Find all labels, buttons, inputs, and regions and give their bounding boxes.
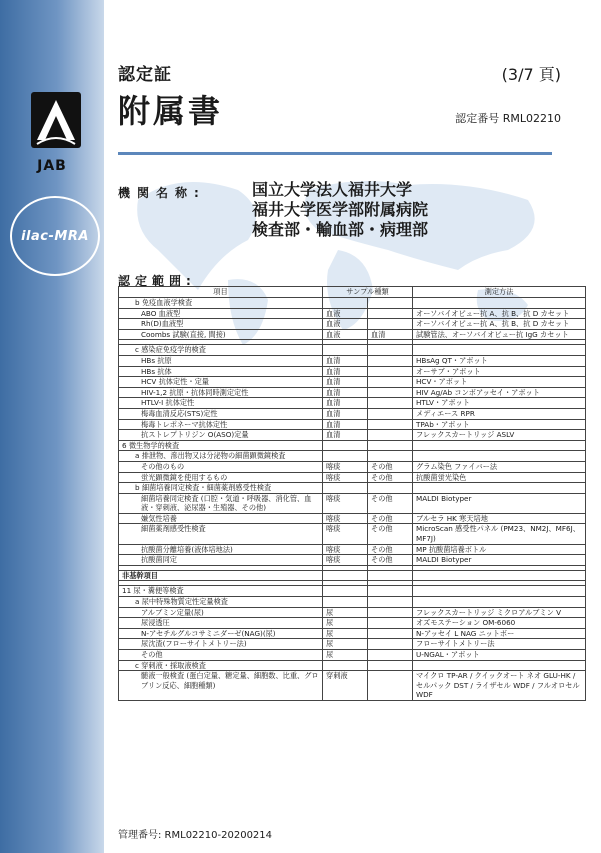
table-row xyxy=(119,555,586,566)
sample-type-cell: 喀痰 xyxy=(323,461,368,472)
method-cell: MALDI Biotyper xyxy=(413,555,586,566)
ilac-mra-logo xyxy=(10,196,100,276)
sample-type-secondary-cell xyxy=(368,430,413,441)
item-cell: 抗ストレプトリジン O(ASO)定量 xyxy=(119,430,323,441)
sample-type-cell: 尿 xyxy=(323,639,368,650)
table-row xyxy=(119,461,586,472)
method-cell: フレックスカートリッジ ASLV xyxy=(413,430,586,441)
sample-type-secondary-cell xyxy=(368,671,413,701)
table-row xyxy=(119,329,586,340)
sample-type-cell xyxy=(323,440,368,451)
sample-type-secondary-cell xyxy=(368,366,413,377)
sample-type-secondary-cell: 血清 xyxy=(368,329,413,340)
sample-type-secondary-cell: その他 xyxy=(368,472,413,483)
sample-type-cell: 尿 xyxy=(323,618,368,629)
sample-type-secondary-cell xyxy=(368,440,413,451)
method-cell: MALDI Biotyper xyxy=(413,493,586,513)
sample-type-secondary-cell xyxy=(368,298,413,309)
table-row xyxy=(119,398,586,409)
sample-type-secondary-cell xyxy=(368,618,413,629)
method-cell: マイクロ TP-AR / クイックオート ネオ GLU-HK / セルパック DST / ライザセル WDF / フルオロセル WDF xyxy=(413,671,586,701)
table-row xyxy=(119,377,586,388)
sample-type-cell: 尿 xyxy=(323,650,368,661)
item-cell: 梅毒血清反応(STS)定性 xyxy=(119,408,323,419)
item-cell: b 細菌培養同定検査・細菌薬剤感受性検査 xyxy=(119,483,323,494)
sample-type-cell xyxy=(323,298,368,309)
item-cell: ABO 血液型 xyxy=(119,308,323,319)
method-cell: グラム染色 ファイバー法 xyxy=(413,461,586,472)
method-cell xyxy=(413,345,586,356)
certificate-label: 認定証 xyxy=(118,65,172,85)
item-cell: 細菌培養同定検査 (口腔・気道・呼吸器、消化管、血液・穿刺液、泌尿器・生殖器、その他) xyxy=(119,493,323,513)
table-row xyxy=(119,660,586,671)
method-cell xyxy=(413,660,586,671)
sample-type-cell: 穿刺液 xyxy=(323,671,368,701)
sample-type-cell: 喀痰 xyxy=(323,513,368,524)
method-cell: HBsAg QT・アボット xyxy=(413,355,586,366)
item-cell: 梅毒トレポネーマ抗体定性 xyxy=(119,419,323,430)
sample-type-cell: 血液 xyxy=(323,329,368,340)
sample-type-secondary-cell xyxy=(368,660,413,671)
method-cell: N-アッセイ L NAG ニットボー xyxy=(413,628,586,639)
method-cell: ブルセラ HK 寒天培地 xyxy=(413,513,586,524)
sample-type-secondary-cell: その他 xyxy=(368,493,413,513)
method-cell: 試験管法、オーソバイオビュー抗 IgG カセット xyxy=(413,329,586,340)
table-row xyxy=(119,451,586,462)
sample-type-cell xyxy=(323,483,368,494)
sample-type-cell xyxy=(323,451,368,462)
table-row xyxy=(119,298,586,309)
table-row xyxy=(119,308,586,319)
table-row xyxy=(119,524,586,544)
sample-type-cell xyxy=(323,597,368,608)
sample-type-secondary-cell xyxy=(368,597,413,608)
item-cell: 蛍光顕微鏡を使用するもの xyxy=(119,472,323,483)
sample-type-secondary-cell: その他 xyxy=(368,513,413,524)
table-row xyxy=(119,671,586,701)
item-cell: 11 尿・糞便等検査 xyxy=(119,586,323,597)
jab-emblem-icon xyxy=(31,92,81,148)
sample-type-secondary-cell xyxy=(368,377,413,388)
item-cell: 髄液一般検査 (蛋白定量、糖定量、細胞数、比重、グロブリン反応、細胞種類) xyxy=(119,671,323,701)
sample-type-secondary-cell xyxy=(368,398,413,409)
sample-type-cell xyxy=(323,345,368,356)
table-row xyxy=(119,618,586,629)
sample-type-secondary-cell xyxy=(368,586,413,597)
organization-name: 福井大学医学部附属病院 xyxy=(252,200,429,219)
method-cell: HCV・アボット xyxy=(413,377,586,388)
organization-name: 国立大学法人福井大学 xyxy=(252,180,413,199)
table-row xyxy=(119,408,586,419)
column-header-item: 項目 xyxy=(119,287,323,298)
sample-type-secondary-cell: その他 xyxy=(368,524,413,544)
item-cell: HBs 抗原 xyxy=(119,355,323,366)
item-cell: 細菌薬剤感受性検査 xyxy=(119,524,323,544)
sample-type-cell: 喀痰 xyxy=(323,544,368,555)
jab-logo-text: JAB xyxy=(37,158,67,174)
table-row xyxy=(119,570,586,581)
table-row xyxy=(119,355,586,366)
sample-type-cell: 血清 xyxy=(323,430,368,441)
sample-type-cell xyxy=(323,660,368,671)
item-cell: HBs 抗体 xyxy=(119,366,323,377)
table-row xyxy=(119,366,586,377)
sample-type-cell: 血液 xyxy=(323,308,368,319)
table-row xyxy=(119,430,586,441)
table-row xyxy=(119,493,586,513)
header-divider xyxy=(118,152,552,155)
method-cell: 抗酸菌蛍光染色 xyxy=(413,472,586,483)
sample-type-cell: 喀痰 xyxy=(323,555,368,566)
method-cell: U-NGAL・アボット xyxy=(413,650,586,661)
method-cell xyxy=(413,586,586,597)
sample-type-secondary-cell xyxy=(368,451,413,462)
method-cell: メディエース RPR xyxy=(413,408,586,419)
method-cell xyxy=(413,597,586,608)
sample-type-secondary-cell xyxy=(368,319,413,330)
method-cell: オーサブ・アボット xyxy=(413,366,586,377)
table-row xyxy=(119,419,586,430)
sample-type-cell: 喀痰 xyxy=(323,524,368,544)
sample-type-cell: 喀痰 xyxy=(323,493,368,513)
sample-type-secondary-cell xyxy=(368,387,413,398)
table-row xyxy=(119,483,586,494)
appendix-title: 附属書 xyxy=(118,92,224,130)
method-cell xyxy=(413,483,586,494)
method-cell xyxy=(413,440,586,451)
sample-type-secondary-cell xyxy=(368,650,413,661)
ilac-mra-logo-text: ilac-MRA xyxy=(21,228,89,244)
item-cell: b 免疫血液学検査 xyxy=(119,298,323,309)
sample-type-secondary-cell xyxy=(368,628,413,639)
table-row xyxy=(119,650,586,661)
item-cell: 嫌気性培養 xyxy=(119,513,323,524)
table-row xyxy=(119,513,586,524)
item-cell: アルブミン定量(尿) xyxy=(119,607,323,618)
sample-type-cell: 血清 xyxy=(323,387,368,398)
table-header-row xyxy=(119,287,586,298)
item-cell: HTLV-I 抗体定性 xyxy=(119,398,323,409)
sample-type-cell: 血清 xyxy=(323,377,368,388)
sample-type-cell: 血清 xyxy=(323,366,368,377)
table-row xyxy=(119,597,586,608)
method-cell: オーソバイオビュー抗 A、抗 B、抗 D カセット xyxy=(413,308,586,319)
organization-name: 検査部・輸血部・病理部 xyxy=(252,220,429,239)
table-row xyxy=(119,586,586,597)
sample-type-secondary-cell: その他 xyxy=(368,544,413,555)
organization-label: 機関名称: xyxy=(118,186,206,200)
item-cell: 尿沈渣(フローサイトメトリー法) xyxy=(119,639,323,650)
table-row xyxy=(119,472,586,483)
table-row xyxy=(119,387,586,398)
item-cell: その他のもの xyxy=(119,461,323,472)
scope-label: 認定範囲: xyxy=(118,274,196,288)
sample-type-cell: 血清 xyxy=(323,419,368,430)
sample-type-secondary-cell xyxy=(368,639,413,650)
item-cell: c 感染症免疫学的検査 xyxy=(119,345,323,356)
table-row xyxy=(119,544,586,555)
method-cell xyxy=(413,451,586,462)
method-cell xyxy=(413,298,586,309)
item-cell: Coombs 試験(直接, 間接) xyxy=(119,329,323,340)
method-cell: MP 抗酸菌培養ボトル xyxy=(413,544,586,555)
scope-table xyxy=(118,286,586,701)
organization-names xyxy=(252,180,428,240)
sample-type-secondary-cell: その他 xyxy=(368,461,413,472)
item-cell: HCV 抗体定性・定量 xyxy=(119,377,323,388)
sample-type-secondary-cell xyxy=(368,483,413,494)
sample-type-cell: 血清 xyxy=(323,398,368,409)
scope-table-body xyxy=(119,298,586,701)
item-cell: a 排泄物、滲出物又は分泌物の細菌顕微鏡検査 xyxy=(119,451,323,462)
column-header-method: 測定方法 xyxy=(413,287,586,298)
page-number: (3/7 頁) xyxy=(501,65,561,84)
item-cell: a 尿中特殊物質定性定量検査 xyxy=(119,597,323,608)
sample-type-secondary-cell xyxy=(368,345,413,356)
table-row xyxy=(119,607,586,618)
table-row xyxy=(119,440,586,451)
item-cell: 尿浸透圧 xyxy=(119,618,323,629)
sample-type-secondary-cell xyxy=(368,607,413,618)
method-cell: TPAb・アボット xyxy=(413,419,586,430)
sample-type-cell: 喀痰 xyxy=(323,472,368,483)
item-cell: 抗酸菌同定 xyxy=(119,555,323,566)
item-cell: c 穿刺液・採取液検査 xyxy=(119,660,323,671)
sample-type-cell: 尿 xyxy=(323,607,368,618)
sample-type-secondary-cell xyxy=(368,419,413,430)
method-cell: フローサイトメトリー法 xyxy=(413,639,586,650)
sample-type-secondary-cell xyxy=(368,308,413,319)
sample-type-secondary-cell: その他 xyxy=(368,555,413,566)
sample-type-secondary-cell xyxy=(368,570,413,581)
table-row xyxy=(119,639,586,650)
item-cell: HIV-1,2 抗原・抗体同時測定定性 xyxy=(119,387,323,398)
certificate-number: 認定番号 RML02210 xyxy=(455,112,561,125)
method-cell: オーソバイオビュー抗 A、抗 B、抗 D カセット xyxy=(413,319,586,330)
method-cell: オズモステーション OM-6060 xyxy=(413,618,586,629)
sample-type-cell: 血清 xyxy=(323,408,368,419)
sample-type-secondary-cell xyxy=(368,355,413,366)
item-cell: Rh(D)血液型 xyxy=(119,319,323,330)
sample-type-cell xyxy=(323,586,368,597)
table-row xyxy=(119,628,586,639)
item-cell: その他 xyxy=(119,650,323,661)
method-cell xyxy=(413,570,586,581)
sample-type-cell: 尿 xyxy=(323,628,368,639)
method-cell: HTLV・アボット xyxy=(413,398,586,409)
table-row xyxy=(119,319,586,330)
sample-type-cell: 血清 xyxy=(323,355,368,366)
sample-type-secondary-cell xyxy=(368,408,413,419)
item-cell: 6 微生物学的検査 xyxy=(119,440,323,451)
item-cell: 非基幹項目 xyxy=(119,570,323,581)
item-cell: 抗酸菌分離培養(液体培地法) xyxy=(119,544,323,555)
sample-type-cell xyxy=(323,570,368,581)
sample-type-cell: 血液 xyxy=(323,319,368,330)
method-cell: HIV Ag/Ab コンボアッセイ・アボット xyxy=(413,387,586,398)
method-cell: MicroScan 感受性パネル (PM23、NM2J、MF6J、MF7J) xyxy=(413,524,586,544)
item-cell: N-アセチルグルコサミニダーゼ(NAG)(尿) xyxy=(119,628,323,639)
management-number: 管理番号: RML02210-20200214 xyxy=(118,830,273,841)
method-cell: フレックスカートリッジ ミクロアルブミン V xyxy=(413,607,586,618)
column-header-sample: サンプル種類 xyxy=(323,287,413,298)
table-row xyxy=(119,345,586,356)
left-decorative-band xyxy=(0,0,104,853)
